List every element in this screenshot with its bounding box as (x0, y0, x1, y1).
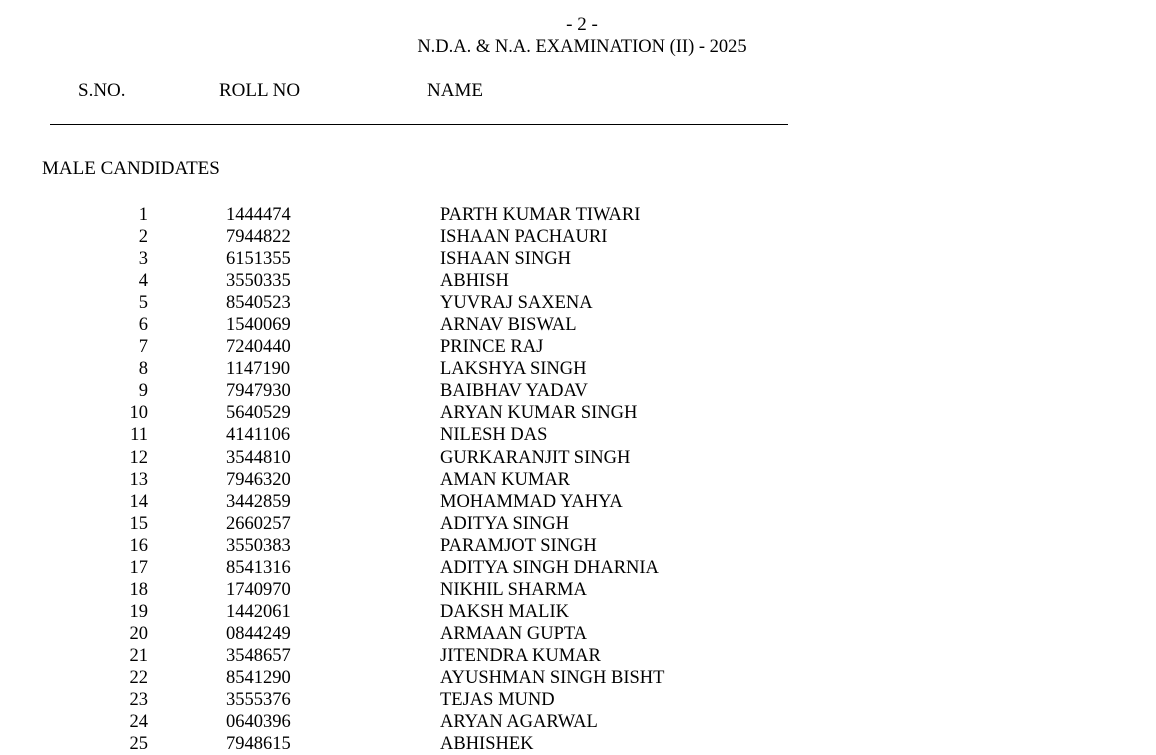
page-number: - 2 - (566, 14, 598, 35)
table-row (0, 314, 1156, 336)
roll-number: 4141106 (226, 425, 291, 446)
serial-number: 2 (138, 227, 148, 248)
candidate-name: ABHISHEK (440, 734, 534, 755)
candidate-name: MOHAMMAD YAHYA (440, 491, 623, 512)
roll-number: 0640396 (226, 712, 291, 733)
roll-number: 3442859 (226, 491, 291, 512)
table-row (0, 711, 1156, 733)
serial-number: 6 (138, 315, 148, 336)
section-title: MALE CANDIDATES (42, 158, 220, 179)
serial-number: 10 (129, 403, 148, 424)
roll-number: 7240440 (226, 337, 291, 358)
table-row (0, 204, 1156, 226)
roll-number: 8540523 (226, 293, 291, 314)
candidate-name: ISHAAN PACHAURI (440, 227, 608, 248)
serial-number: 11 (130, 425, 148, 446)
column-header-roll-no: ROLL NO (219, 80, 301, 101)
roll-number: 1442061 (226, 601, 291, 622)
serial-number: 23 (129, 690, 148, 711)
roll-number: 6151355 (226, 249, 291, 270)
roll-number: 3550383 (226, 535, 291, 556)
candidate-name: NILESH DAS (440, 425, 548, 446)
column-header-name: NAME (427, 80, 483, 101)
table-row (0, 292, 1156, 314)
candidate-name: BAIBHAV YADAV (440, 381, 588, 402)
serial-number: 14 (129, 491, 148, 512)
candidate-name: ARYAN KUMAR SINGH (440, 403, 638, 424)
exam-title: N.D.A. & N.A. EXAMINATION (II) - 2025 (417, 37, 747, 57)
serial-number: 5 (138, 293, 148, 314)
table-row (0, 557, 1156, 579)
serial-number: 24 (129, 712, 148, 733)
candidate-name: GURKARANJIT SINGH (440, 447, 631, 468)
serial-number: 4 (138, 271, 148, 292)
candidate-name: LAKSHYA SINGH (440, 359, 587, 380)
serial-number: 12 (129, 447, 148, 468)
serial-number: 21 (129, 645, 148, 666)
serial-number: 17 (129, 557, 148, 578)
candidate-name: NIKHIL SHARMA (440, 579, 587, 600)
serial-number: 13 (129, 469, 148, 490)
candidate-name: ARMAAN GUPTA (440, 623, 588, 644)
roll-number: 8541316 (226, 557, 291, 578)
candidate-name: PARTH KUMAR TIWARI (440, 205, 641, 225)
table-row (0, 469, 1156, 491)
serial-number: 7 (138, 337, 148, 358)
serial-number: 15 (129, 513, 148, 534)
table-row (0, 402, 1156, 424)
roll-number: 0844249 (226, 623, 291, 644)
serial-number: 18 (129, 579, 148, 600)
table-row (0, 623, 1156, 645)
candidate-name: ARNAV BISWAL (440, 315, 577, 336)
candidate-name: DAKSH MALIK (440, 601, 569, 622)
serial-number: 3 (138, 249, 148, 270)
table-row (0, 248, 1156, 270)
table-row (0, 491, 1156, 513)
table-row (0, 270, 1156, 292)
roll-number: 8541290 (226, 667, 291, 688)
roll-number: 3544810 (226, 447, 291, 468)
candidate-name: TEJAS MUND (440, 690, 555, 711)
table-row (0, 579, 1156, 601)
serial-number: 25 (129, 734, 148, 755)
roll-number: 5640529 (226, 403, 291, 424)
table-row (0, 667, 1156, 689)
table-row (0, 733, 1156, 755)
roll-number: 3555376 (226, 690, 291, 711)
table-row (0, 535, 1156, 557)
candidate-name: ABHISH (440, 271, 509, 292)
roll-number: 3550335 (226, 271, 291, 292)
table-row (0, 358, 1156, 380)
roll-number: 3548657 (226, 645, 291, 666)
serial-number: 19 (129, 601, 148, 622)
roll-number: 7944822 (226, 227, 291, 248)
serial-number: 9 (138, 381, 148, 402)
table-row (0, 601, 1156, 623)
column-header-sno: S.NO. (78, 80, 126, 101)
serial-number: 16 (129, 535, 148, 556)
candidate-name: ISHAAN SINGH (440, 249, 572, 270)
candidate-list (0, 204, 1156, 755)
roll-number: 1444474 (226, 205, 291, 225)
serial-number: 1 (138, 205, 148, 225)
candidate-name: ADITYA SINGH DHARNIA (440, 557, 659, 578)
candidate-name: JITENDRA KUMAR (440, 645, 601, 666)
header-divider (50, 124, 788, 125)
serial-number: 22 (129, 667, 148, 688)
roll-number: 1740970 (226, 579, 291, 600)
serial-number: 20 (129, 623, 148, 644)
table-row (0, 645, 1156, 667)
table-row (0, 447, 1156, 469)
table-row (0, 513, 1156, 535)
roll-number: 2660257 (226, 513, 291, 534)
table-row (0, 689, 1156, 711)
roll-number: 7947930 (226, 381, 291, 402)
roll-number: 1147190 (226, 359, 291, 380)
candidate-name: ADITYA SINGH (440, 513, 569, 534)
candidate-name: PARAMJOT SINGH (440, 535, 597, 556)
candidate-name: PRINCE RAJ (440, 337, 544, 358)
table-row (0, 380, 1156, 402)
candidate-name: YUVRAJ SAXENA (440, 293, 593, 314)
candidate-name: ARYAN AGARWAL (440, 712, 598, 733)
table-row (0, 226, 1156, 248)
table-row (0, 336, 1156, 358)
candidate-name: AMAN KUMAR (440, 469, 571, 490)
roll-number: 7948615 (226, 734, 291, 755)
candidate-name: AYUSHMAN SINGH BISHT (440, 667, 665, 688)
table-row (0, 424, 1156, 446)
serial-number: 8 (138, 359, 148, 380)
roll-number: 1540069 (226, 315, 291, 336)
roll-number: 7946320 (226, 469, 291, 490)
